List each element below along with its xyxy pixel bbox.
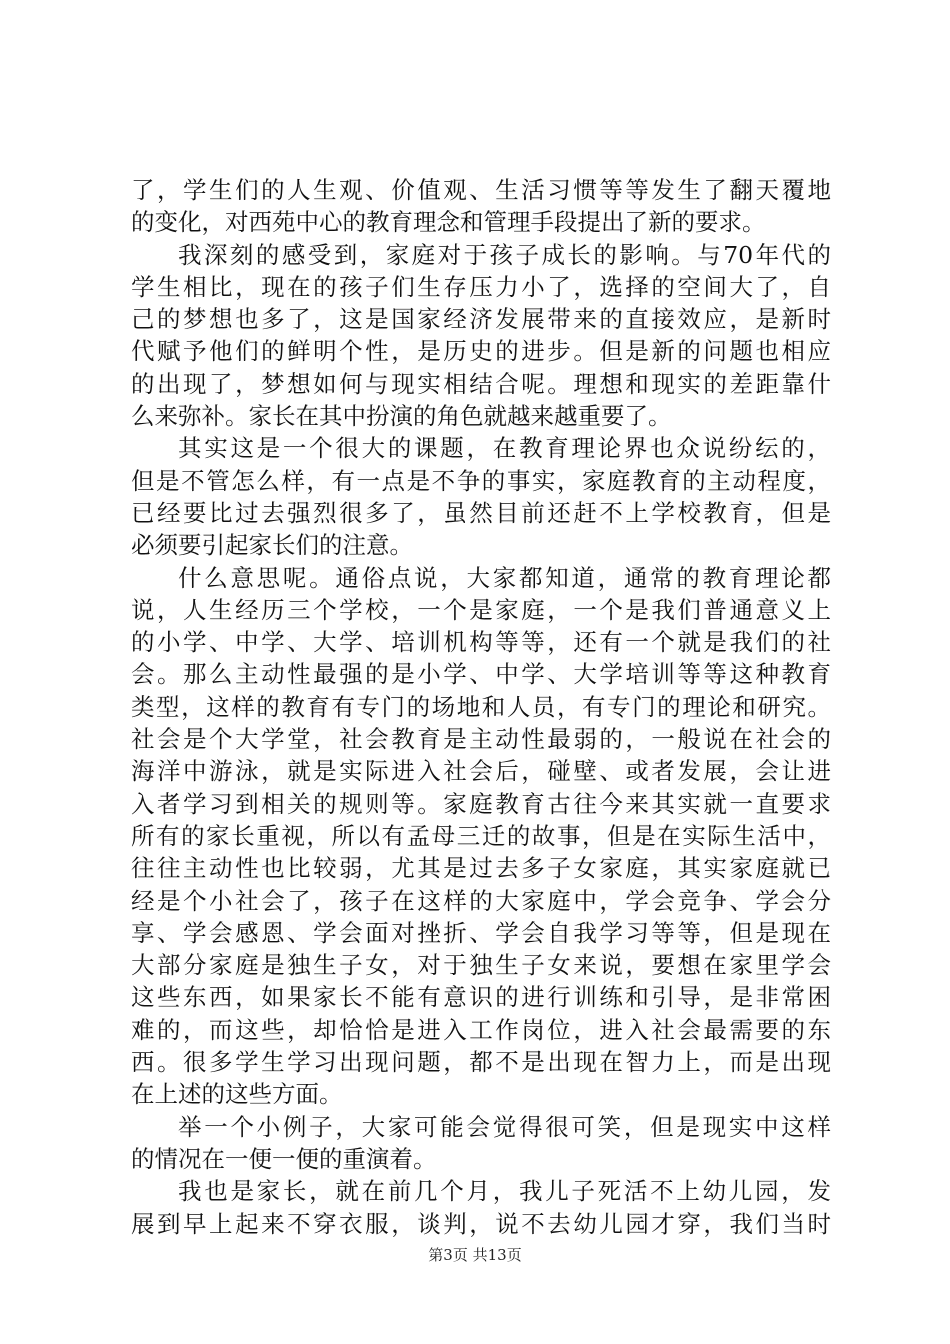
text-line: 举一个小例子，大家可能会觉得很可笑，但是现实中这样	[178, 1112, 831, 1141]
text-line: 会。那么主动性最强的是小学、中学、大学培训等等这种教育	[131, 660, 831, 689]
text-line: 这些东西，如果家长不能有意识的进行训练和引导，是非常困	[131, 983, 831, 1012]
text-line: 我也是家长，就在前几个月，我儿子死活不上幼儿园，发	[178, 1177, 831, 1206]
text-line: 么来弥补。家长在其中扮演的角色就越来越重要了。	[131, 402, 672, 431]
text-line: 展到早上起来不穿衣服，谈判，说不去幼儿园才穿，我们当时	[131, 1209, 831, 1238]
text-line: 的出现了，梦想如何与现实相结合呢。理想和现实的差距靠什	[131, 369, 831, 398]
text-line: 社会是个大学堂，社会教育是主动性最弱的，一般说在社会的	[131, 725, 831, 754]
text-line: 经是个小社会了，孩子在这样的大家庭中，学会竞争、学会分	[131, 886, 831, 915]
text-line: 代赋予他们的鲜明个性，是历史的进步。但是新的问题也相应	[131, 337, 831, 366]
text-line: 大部分家庭是独生子女，对于独生子女来说，要想在家里学会	[131, 951, 831, 980]
text-line: 什么意思呢。通俗点说，大家都知道，通常的教育理论都	[178, 563, 831, 592]
text-line: 所有的家长重视，所以有孟母三迁的故事，但是在实际生活中，	[131, 821, 831, 850]
text-line: 的变化，对西苑中心的教育理念和管理手段提出了新的要求。	[131, 208, 766, 237]
text-line: 已经要比过去强烈很多了，虽然目前还赶不上学校教育，但是	[131, 498, 831, 527]
text-line: 我深刻的感受到，家庭对于孩子成长的影响。与70年代的	[178, 240, 831, 269]
text-line: 己的梦想也多了，这是国家经济发展带来的直接效应，是新时	[131, 305, 831, 334]
text-line: 的情况在一便一便的重演着。	[131, 1144, 437, 1173]
text-line: 海洋中游泳，就是实际进入社会后，碰壁、或者发展，会让进	[131, 757, 831, 786]
text-line: 类型，这样的教育有专门的场地和人员，有专门的理论和研究。	[131, 692, 831, 721]
text-line: 往往主动性也比较弱，尤其是过去多子女家庭，其实家庭就已	[131, 854, 831, 883]
text-line: 但是不管怎么样，有一点是不争的事实，家庭教育的主动程度，	[131, 466, 831, 495]
text-line: 了，学生们的人生观、价值观、生活习惯等等发生了翻天覆地	[131, 176, 831, 204]
text-line: 难的，而这些，却恰恰是进入工作岗位，进入社会最需要的东	[131, 1015, 831, 1044]
body-text	[131, 174, 831, 1240]
text-line: 在上述的这些方面。	[131, 1080, 343, 1109]
text-line: 说，人生经历三个学校，一个是家庭，一个是我们普通意义上	[131, 595, 831, 624]
text-line: 的小学、中学、大学、培训机构等等，还有一个就是我们的社	[131, 628, 831, 657]
text-line: 入者学习到相关的规则等。家庭教育古往今来其实就一直要求	[131, 789, 831, 818]
page-footer: 第3页 共13页	[428, 1246, 522, 1264]
text-line: 学生相比，现在的孩子们生存压力小了，选择的空间大了，自	[131, 272, 831, 301]
text-line: 享、学会感恩、学会面对挫折、学会自我学习等等，但是现在	[131, 918, 831, 947]
text-line: 必须要引起家长们的注意。	[131, 531, 413, 560]
text-line: 西。很多学生学习出现问题，都不是出现在智力上，而是出现	[131, 1048, 831, 1077]
text-line: 其实这是一个很大的课题，在教育理论界也众说纷纭的，	[178, 434, 831, 463]
